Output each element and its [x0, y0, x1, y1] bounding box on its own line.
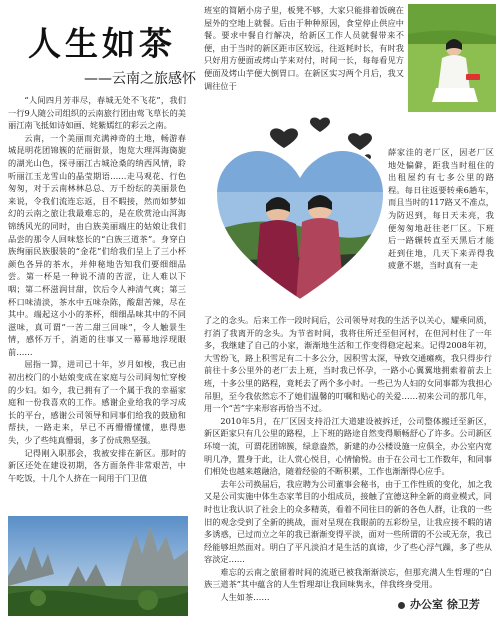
bullet-icon: [398, 602, 405, 609]
paragraph: 云南，一个美丽而充满神奇的土地，畅游春城昆明花团锦簇的茫丽街景，饱览大理洱海旖旎的湖光山色，探寻丽江古城沧桑的纳西风情，聆听丽江玉龙雪山的晶莹期语……走马观花、行色匆匆，对于云南林林总总、万千纷纭的美丽景色来说，令我们流连忘返，目不暇接，然而如梦如幻的云南之旅让我最难忘的，是在欣赏沧山洱海锦绣风光的同时，由白族美丽端庄的姑娘让我们品尝的那令人回味悠长的“白族三道茶”。身穿白族绚丽民族服装的“金花”们给我们呈上了三小杯颜色各异的茶水，并伸秘地告知我们要细细品尝。第一杯是一种说不清的苦涩，让人难以下咽；第二杯滋润甘甜，饮后令人神清气爽；第三杯口味清淡，茶水中五味杂陈，酸甜苦辣，尽在其中。端起这小小的茶杯，细细品味其中的不同滋味，真可谓“一苦二甜三回味”，令人触景生情，感怀万千，消逝的往事又一幕幕地浮现眼前……: [8, 132, 186, 357]
paragraph: 去年公司换届后，我应聘为公司董事会秘书，由于工作性质的变化，加之我又是公司实施中体生态家苇目的小组成员，接触了宜德这种全新的商业模式，同时也让我认识了社会上的众多精英，看着不同往日的新的各色人群，让我的一些旧的观念受到了全新的挑战，面对呈现在我眼前的五彩纷呈，让我应接不暇的诸多诱惑，已过而立之年的我已渐渐变得平淡，面对一些所谓的不公或无奈，我已经能够坦然面对。明白了平凡淡泊才是生活的真谛，少了些心浮气躁，多了些从容淡定……: [204, 478, 492, 565]
paragraph: 屈指一算，进司已十年，岁月如梭，我已由初出校门的小姑娘变成在家庭与公司间匆忙穿梭的少妇。如今，我已拥有了一个属于我的幸福家庭和一份我喜欢的工作。感谢企业给我的学习成长的平台，感谢公司领导和同事们给我的鼓励和帮扶，一路走来，早已不再懵懵懂懂，患得患失，少了些纯真懵弱，多了份成熟坚强。: [8, 359, 186, 446]
heart-photo-collage: [212, 112, 388, 312]
paragraph: 了之的念头。后来工作一段时间后，公司领导对我的生活予以关心，耀乘同质，打消了我离开的念头。为节省时间，我将住所迁至但河村，在但河村住了一年多，我继建了自己的小家，渐渐地生活和工作变得稳定起来。记得2008年初，大雪纷飞，路上积雪足有二十多公分，因积雪太深，导致交通瘫痪，我只得步行前往十多公里外的老厂去上班，当时我已怀孕，一路小心翼翼地拥索着前去上班，十多公里的路程，竟耗去了两个多小时。一些已为人妇的女同事都为我担心吊胆，至今我依然忘不了她们温馨的叮嘱和贴心的关爱……初来公司的那几年，用一个“苦”字来形容再恰当不过。: [204, 315, 492, 414]
paragraph: 人生如茶……: [220, 592, 270, 603]
author-byline: [398, 596, 480, 612]
stone-forest-photo: [8, 516, 188, 616]
wide-column-text: [204, 314, 492, 603]
paragraph: 薛家洼的老厂区，因老厂区地处偏僻，距我当时租住的出租屋约有七多公里的路程。每日往返要转乘6趟车，而且当时的117路又不准点，为防迟到，每日天未亮，我便匆匆地赶往老厂区。下班后一路辗转直至天黑后才能赶到住地，几天下来弄得我疲惫不堪，当时真有一走: [388, 147, 494, 271]
woman-on-grass-photo: [408, 4, 496, 112]
paragraph: 2010年5月，在厂区因支持沿江大道建设被拆迁，公司整体搬迁至新区，新区距家只有几公里的路程，上下班的路途自然变得顺畅舒心了许多。公司新区环境一流，可谓花团锦簇，绿意盎然，新建的办公楼设施一应俱全，办公室内宽明几净，置身于此，让人赏心悦目，心情愉悦。由于在公司七工作数年，和同事们相处也越来越融洽，随着经验的不断积累，工作也渐渐得心应手。: [204, 415, 492, 477]
paragraph: 班室的简陋小房子里，板凳不够，大家只能排着饭碗在屋外的空地上就餐。后由于种种原因，食堂停止供应中餐。要求中餐自行解决，给新区工作人员就餐带来不便，由于当时的新区距市区较远，往返耗时长，有时我只好用方便面或烤山芋来对付，时间一长，每每看见方便面及烤山芋便大倒胃口。在新区实习两个月后，我又调往位于: [204, 5, 404, 91]
author-name: 办公室 徐卫芳: [410, 598, 480, 611]
article-subtitle: ——云南之旅感怀: [84, 71, 196, 87]
paragraph: 记得刚入职那会，我被安排在新区。那时的新区还处在建设初期，各方面条件非常艰苦，中午吃饭，十几个人挤在一间用于门卫值: [8, 447, 186, 483]
paragraph: 难忘的云南之旅留着时间的流逝已被我渐渐淡忘，但那充满人生哲理的“白族三道茶”其中蕴含的人生哲理却让我回味隽永，伴我终身受用。: [204, 566, 492, 590]
paragraph: “人间四月芳菲尽，春城无处不飞花”，我们一行9人随公司组织的云南旅行团由莺飞草长的美丽江南飞抵如诗如画、姹紫嫣红的彩云之南。: [8, 95, 186, 131]
left-column-text: [8, 94, 186, 516]
article-title: 人生如茶: [28, 24, 176, 63]
top-middle-text: [204, 4, 404, 112]
right-narrow-text: [388, 146, 494, 314]
